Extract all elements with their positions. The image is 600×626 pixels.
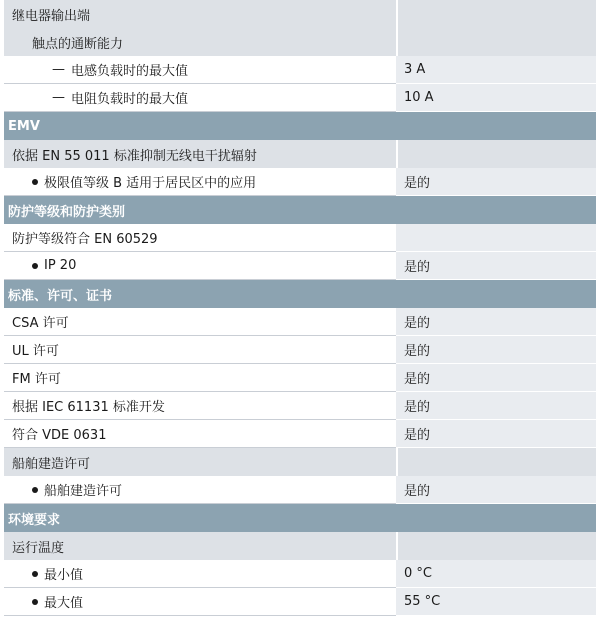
ship-approval-value xyxy=(396,448,596,476)
csa-row xyxy=(4,308,596,336)
resistive-load-text: 电阻负载时的最大值 xyxy=(71,92,189,107)
ship-approval-item-row xyxy=(4,476,596,504)
resistive-load-value: 10 A xyxy=(396,84,596,112)
temp-max-row xyxy=(4,588,596,616)
section-standards: 标准、许可、证书 xyxy=(4,280,596,308)
dash-icon: — xyxy=(52,62,65,77)
temp-min-value: 0 °C xyxy=(396,560,596,588)
inductive-load-row xyxy=(4,56,596,84)
dash-icon: — xyxy=(52,90,65,105)
operating-temp-row xyxy=(4,532,596,560)
vde-row xyxy=(4,420,596,448)
inductive-load-value: 3 A xyxy=(396,56,596,84)
bullet-icon xyxy=(32,179,38,185)
temp-min-text: 最小值 xyxy=(44,568,84,583)
vde-label: 符合 VDE 0631 xyxy=(4,420,396,448)
protection-standard-row xyxy=(4,224,596,252)
ul-row xyxy=(4,336,596,364)
vde-value: 是的 xyxy=(396,420,596,448)
fm-row xyxy=(4,364,596,392)
ship-approval-item-label xyxy=(4,476,396,504)
ip20-label xyxy=(4,252,396,280)
emv-standard-row xyxy=(4,140,596,168)
contact-capacity-label: 触点的通断能力 xyxy=(4,28,396,56)
emv-limit-row xyxy=(4,168,596,196)
emv-standard-label: 依据 EN 55 011 标准抑制无线电干扰辐射 xyxy=(4,140,396,168)
iec-value: 是的 xyxy=(396,392,596,420)
ul-value: 是的 xyxy=(396,336,596,364)
contact-capacity-row xyxy=(4,28,596,56)
inductive-load-label xyxy=(4,56,396,84)
ip20-value: 是的 xyxy=(396,252,596,280)
emv-limit-label xyxy=(4,168,396,196)
bullet-icon xyxy=(32,599,38,605)
emv-standard-value xyxy=(396,140,596,168)
fm-label: FM 许可 xyxy=(4,364,396,392)
csa-label: CSA 许可 xyxy=(4,308,396,336)
csa-value: 是的 xyxy=(396,308,596,336)
inductive-load-text: 电感负载时的最大值 xyxy=(71,64,189,79)
temp-max-label xyxy=(4,588,396,616)
operating-temp-value xyxy=(396,532,596,560)
ip20-row xyxy=(4,252,596,280)
protection-standard-value xyxy=(396,224,596,252)
relay-output-value xyxy=(396,0,596,28)
iec-row xyxy=(4,392,596,420)
ship-approval-item-value: 是的 xyxy=(396,476,596,504)
emv-limit-text: 极限值等级 B 适用于居民区中的应用 xyxy=(44,176,257,191)
operating-temp-label: 运行温度 xyxy=(4,532,396,560)
iec-label: 根据 IEC 61131 标准开发 xyxy=(4,392,396,420)
spec-table xyxy=(4,0,596,616)
section-protection: 防护等级和防护类别 xyxy=(4,196,596,224)
ship-approval-item-text: 船舶建造许可 xyxy=(44,484,123,499)
ship-approval-row xyxy=(4,448,596,476)
ul-label: UL 许可 xyxy=(4,336,396,364)
bullet-icon xyxy=(32,263,38,269)
protection-standard-label: 防护等级符合 EN 60529 xyxy=(4,224,396,252)
temp-min-row xyxy=(4,560,596,588)
temp-min-label xyxy=(4,560,396,588)
fm-value: 是的 xyxy=(396,364,596,392)
section-environment: 环境要求 xyxy=(4,504,596,532)
contact-capacity-value xyxy=(396,28,596,56)
ip20-text: IP 20 xyxy=(44,258,77,273)
temp-max-text: 最大值 xyxy=(44,596,84,611)
section-emv: EMV xyxy=(4,112,596,140)
relay-output-label: 继电器输出端 xyxy=(4,0,396,28)
temp-max-value: 55 °C xyxy=(396,588,596,616)
bullet-icon xyxy=(32,487,38,493)
resistive-load-row xyxy=(4,84,596,112)
relay-output-row xyxy=(4,0,596,28)
ship-approval-label: 船舶建造许可 xyxy=(4,448,396,476)
bullet-icon xyxy=(32,571,38,577)
resistive-load-label xyxy=(4,84,396,112)
emv-limit-value: 是的 xyxy=(396,168,596,196)
